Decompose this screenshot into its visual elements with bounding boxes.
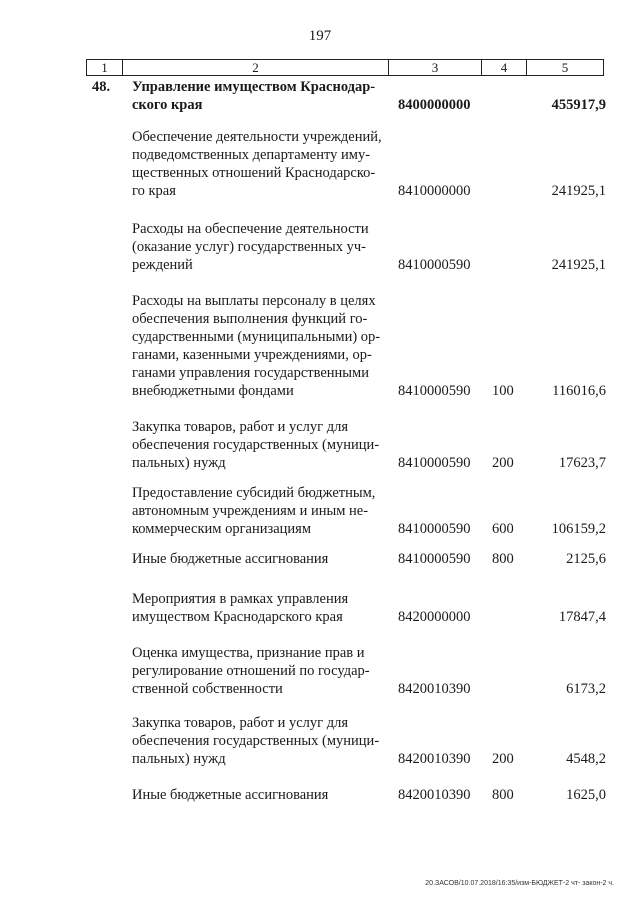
row-description-line: щественных отношений Краснодарско- [132,165,376,181]
row-description-line: коммерческим организациям [132,521,312,537]
table-header [86,59,604,76]
row-code: 8410000590 [398,455,471,471]
row-description-line: автономным учреждениям и иным не- [132,503,369,519]
row-description-line: ственной собственности [132,681,283,697]
row-description-line: ганами управления государственными [132,365,369,381]
row-expense-type: 100 [492,383,514,399]
row-description-line: внебюджетными фондами [132,383,294,399]
row-description [132,220,388,274]
row-description-line: Оценка имущества, признание прав и [132,645,365,661]
header-col-1: 1 [87,60,123,75]
row-description-line: ганами, казенными учреждениями, ор- [132,347,372,363]
row-description-line: Расходы на выплаты персоналу в целях [132,293,376,309]
row-amount: 17623,7 [558,455,606,471]
row-amount: 2125,6 [566,551,606,567]
row-code: 8420000000 [398,609,471,625]
row-description-line: обеспечения государственных (муници- [132,733,380,749]
row-description-line: Предоставление субсидий бюджетным, [132,485,376,501]
row-description-line: Иные бюджетные ассигнования [132,787,329,803]
row-description [132,590,388,626]
row-description-line: Обеспечение деятельности учреждений, [132,129,382,145]
row-amount: 17847,4 [558,609,606,625]
row-description-line: реждений [132,257,193,273]
row-description-line: сударственными (муниципальными) ор- [132,329,381,345]
row-description-line: (оказание услуг) государственных уч- [132,239,366,255]
row-expense-type: 800 [492,551,514,567]
row-description-line: го края [132,183,176,199]
row-description [132,484,388,538]
row-code: 8420010390 [398,681,471,697]
row-description [132,128,388,200]
row-expense-type: 200 [492,751,514,767]
row-description [132,292,388,400]
row-description-line: Мероприятия в рамках управления [132,591,349,607]
row-expense-type: 600 [492,521,514,537]
row-code: 8410000000 [398,183,471,199]
row-description [132,714,388,768]
row-description-line: пальных) нужд [132,751,226,767]
header-col-2: 2 [123,60,389,75]
row-amount: 116016,6 [552,383,606,399]
row-expense-type: 200 [492,455,514,471]
row-amount: 1625,0 [566,787,606,803]
header-col-3: 3 [389,60,482,75]
page-number: 197 [308,28,332,44]
row-description-line: имуществом Краснодарского края [132,609,343,625]
row-code: 8410000590 [398,383,471,399]
row-description [132,786,388,804]
row-description-line: Иные бюджетные ассигнования [132,551,329,567]
row-amount: 6173,2 [566,681,606,697]
row-amount: 4548,2 [566,751,606,767]
row-code: 8420010390 [398,787,471,803]
row-description-line: Закупка товаров, работ и услуг для [132,419,349,435]
row-description [132,644,388,698]
row-amount: 241925,1 [551,183,606,199]
row-description [132,418,388,472]
footer-stamp: 20.ЗАСОВ/10.07.2018/16:35/изм-БЮДЖЕТ-2 чт- закон-2 ч. [425,880,614,887]
row-code: 8410000590 [398,521,471,537]
row-description-line: обеспечения выполнения функций го- [132,311,368,327]
row-description-line: регулирование отношений по государ- [132,663,370,679]
row-amount: 106159,2 [551,521,606,537]
row-description-line: подведомственных департаменту иму- [132,147,371,163]
row-description-line: Расходы на обеспечение деятельности [132,221,369,237]
section-amount: 455917,9 [551,97,606,113]
row-description-line: пальных) нужд [132,455,226,471]
row-code: 8410000590 [398,257,471,273]
section-code: 8400000000 [398,97,471,113]
row-description-line: обеспечения государственных (муници- [132,437,380,453]
header-col-5: 5 [561,59,569,75]
row-description-line: Закупка товаров, работ и услуг для [132,715,349,731]
row-code: 8420010390 [398,751,471,767]
row-expense-type: 800 [492,787,514,803]
section-title-line: ского края [132,97,203,113]
row-description [132,550,388,568]
section-title [132,78,388,114]
row-amount: 241925,1 [551,257,606,273]
section-number: 48. [92,79,111,95]
row-code: 8410000590 [398,551,471,567]
header-col-4: 4 [482,60,527,75]
section-title-line: Управление имуществом Краснодар- [132,79,376,95]
